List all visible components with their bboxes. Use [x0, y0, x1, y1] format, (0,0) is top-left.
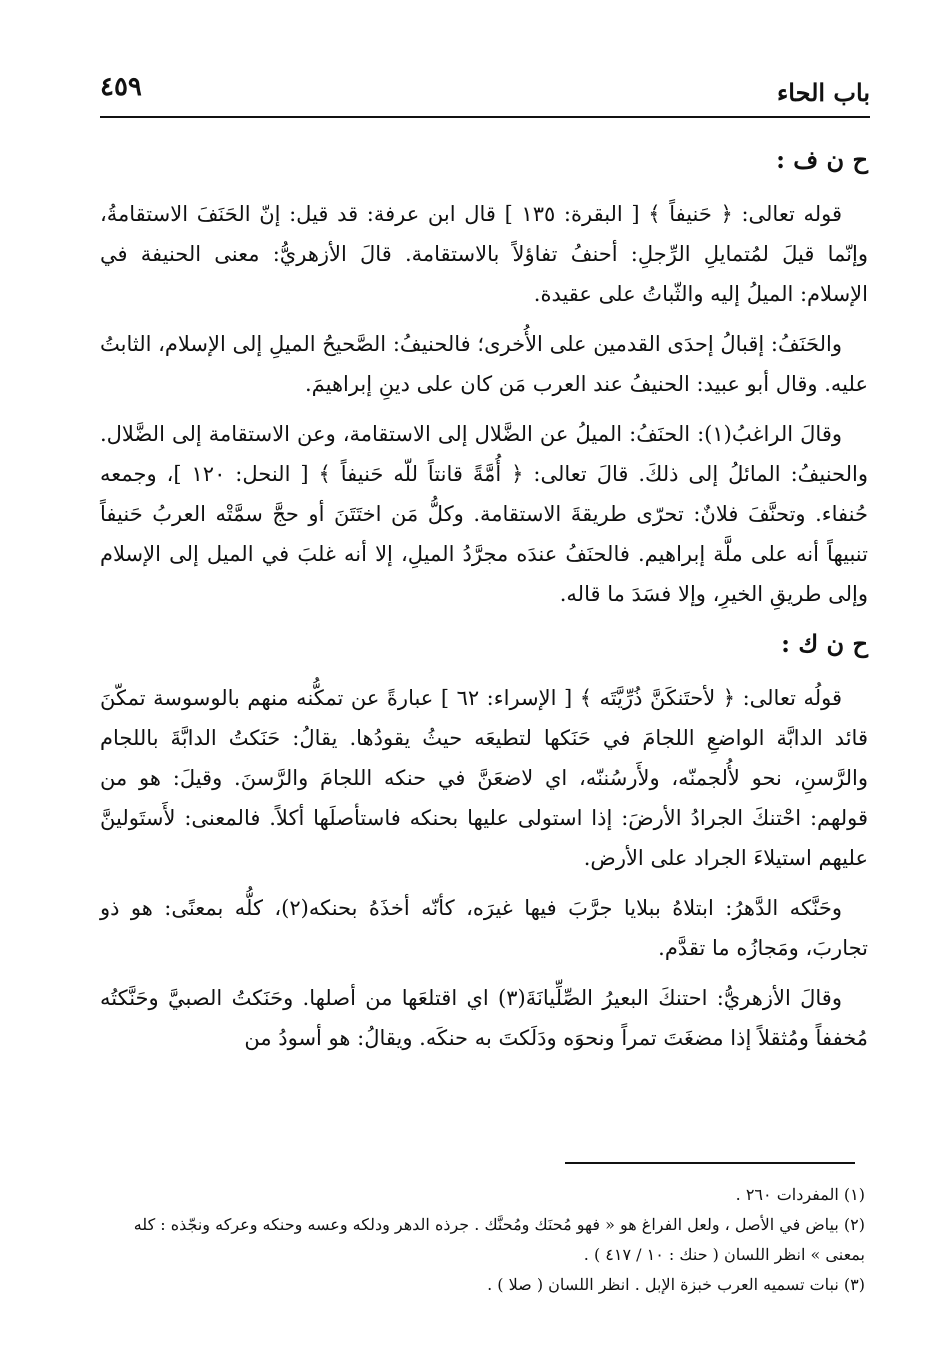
entry-heading: ح ن ك : — [781, 629, 868, 658]
footnote: (١) المفردات ٢٦٠ . — [735, 1185, 865, 1204]
paragraph: قولُه تعالى: ﴿ لأحتَنكَنَّ ذُرِّيَّتَه ﴾ [ الإسراء: ٦٢ ] عبارةً عن تمكُّنه منهم بالوسوسة تمكّنَ قائد الدابَّة الواضعِ اللجامَ في حَنَكها لتطيعَه حيثُ يقودُها. يقالُ: حَنَكتُ الدابَّةَ باللجام والرَّسنِ، نحو لأُلجمنّه، ولأَرسُننّه، اي لاضعَنَّ في حنكه اللجامَ والرَّسنَ. وقيلَ: هو من قولهم: احْتنكَ الجرادُ الأرضَ: إذا استولى عليها بحنكه فاستأصلَها أكلاً. فالمعنى: لأَستَولينَّ عليهم استيلاءَ الجراد على الأرض. — [100, 686, 868, 870]
paragraph: قوله تعالى: ﴿ حَنيفاً ﴾ [ البقرة: ١٣٥ ] قال ابن عرفة: قد قيل: إنّ الحَنَفَ الاستقامةُ، وإنّما قيلَ لمُتمايلِ الرِّجلِ: أحنفُ تفاؤلاً بالاستقامة. قالَ الأزهريُّ: معنى الحنيفة في الإسلام: الميلُ إليه والثّباتُ على عقيدة. — [100, 202, 868, 306]
main-text — [100, 140, 868, 1068]
entry-hnf — [100, 140, 868, 614]
footnote: (٢) بياض في الأصل ، ولعل الفراغ هو « فهو مُحنَك ومُحنَّك . جرذه الدهر ودلكه وعسه وحنكه وعركه ونجّذه : كله بمعنى » انظر اللسان ( حنك : ١٠ / ٤١٧ ) . — [133, 1215, 865, 1264]
footnotes — [100, 1180, 865, 1300]
entry-heading: ح ن ف : — [776, 145, 868, 174]
paragraph: وقالَ الراغبُ(١): الحنَفُ: الميلُ عن الضَّلال إلى الاستقامة، وعن الاستقامة إلى الضَّلال. والحنيفُ: المائلُ إلى ذلكَ. قالَ تعالى: ﴿ أُمَّةً قانتاً للّه حَنيفاً ﴾ [ النحل: ١٢٠ ]، وجمعه حُنفاء. وتحنَّفَ فلانٌ: تحرّى طريقةَ الاستقامة. وكلُّ مَن اختَتَنَ أو حجَّ سمَّتْه العربُ حَنيفاً تنبيهاً أنه على ملَّة إبراهيم. فالحنَفُ عندَه مجرَّدُ الميلِ، إلا أنه غلبَ في الميل إلى الإسلام وإلى طريقِ الخيرِ، وإلا فسَدَ ما قاله. — [100, 422, 868, 606]
entry-hnk — [100, 624, 868, 1058]
footnote: (٣) نبات تسميه العرب خبزة الإبل . انظر اللسان ( صلا ) . — [487, 1275, 865, 1294]
paragraph: والحَنَفُ: إقبالُ إحدَى القدمين على الأُخرى؛ فالحنيفُ: الصَّحيحُ الميلِ إلى الإسلام، الثابتُ عليه. وقال أبو عبيد: الحنيفُ عند العرب مَن كان على دينِ إبراهيمَ. — [100, 332, 868, 396]
chapter-title: باب الحاء — [776, 78, 870, 107]
page-header — [100, 66, 870, 118]
paragraph: وقالَ الأزهريُّ: احتنكَ البعيرُ الصِّلِّيانَةَ(٣) اي اقتلعَها من أصلها. وحَنَكتُ الصبيَّ وحَنَّكتُه مُخففاً ومُثقلاً إذا مضغَتَ تمراً ونحوَه ودَلَكتَ به حنكَه. ويقالُ: هو أسودُ من — [100, 986, 868, 1050]
footnote-divider — [565, 1162, 855, 1164]
page-number: ٤٥٩ — [100, 72, 142, 102]
paragraph: وحَنَّكه الدَّهرُ: ابتلاهُ ببلايا جرَّبَ فيها غيرَه، كأنّه أخذَهُ بحنكه(٢)، كلُّه بمعنًى: هو ذو تجاربَ، ومَجازُه ما تقدَّم. — [100, 896, 868, 960]
